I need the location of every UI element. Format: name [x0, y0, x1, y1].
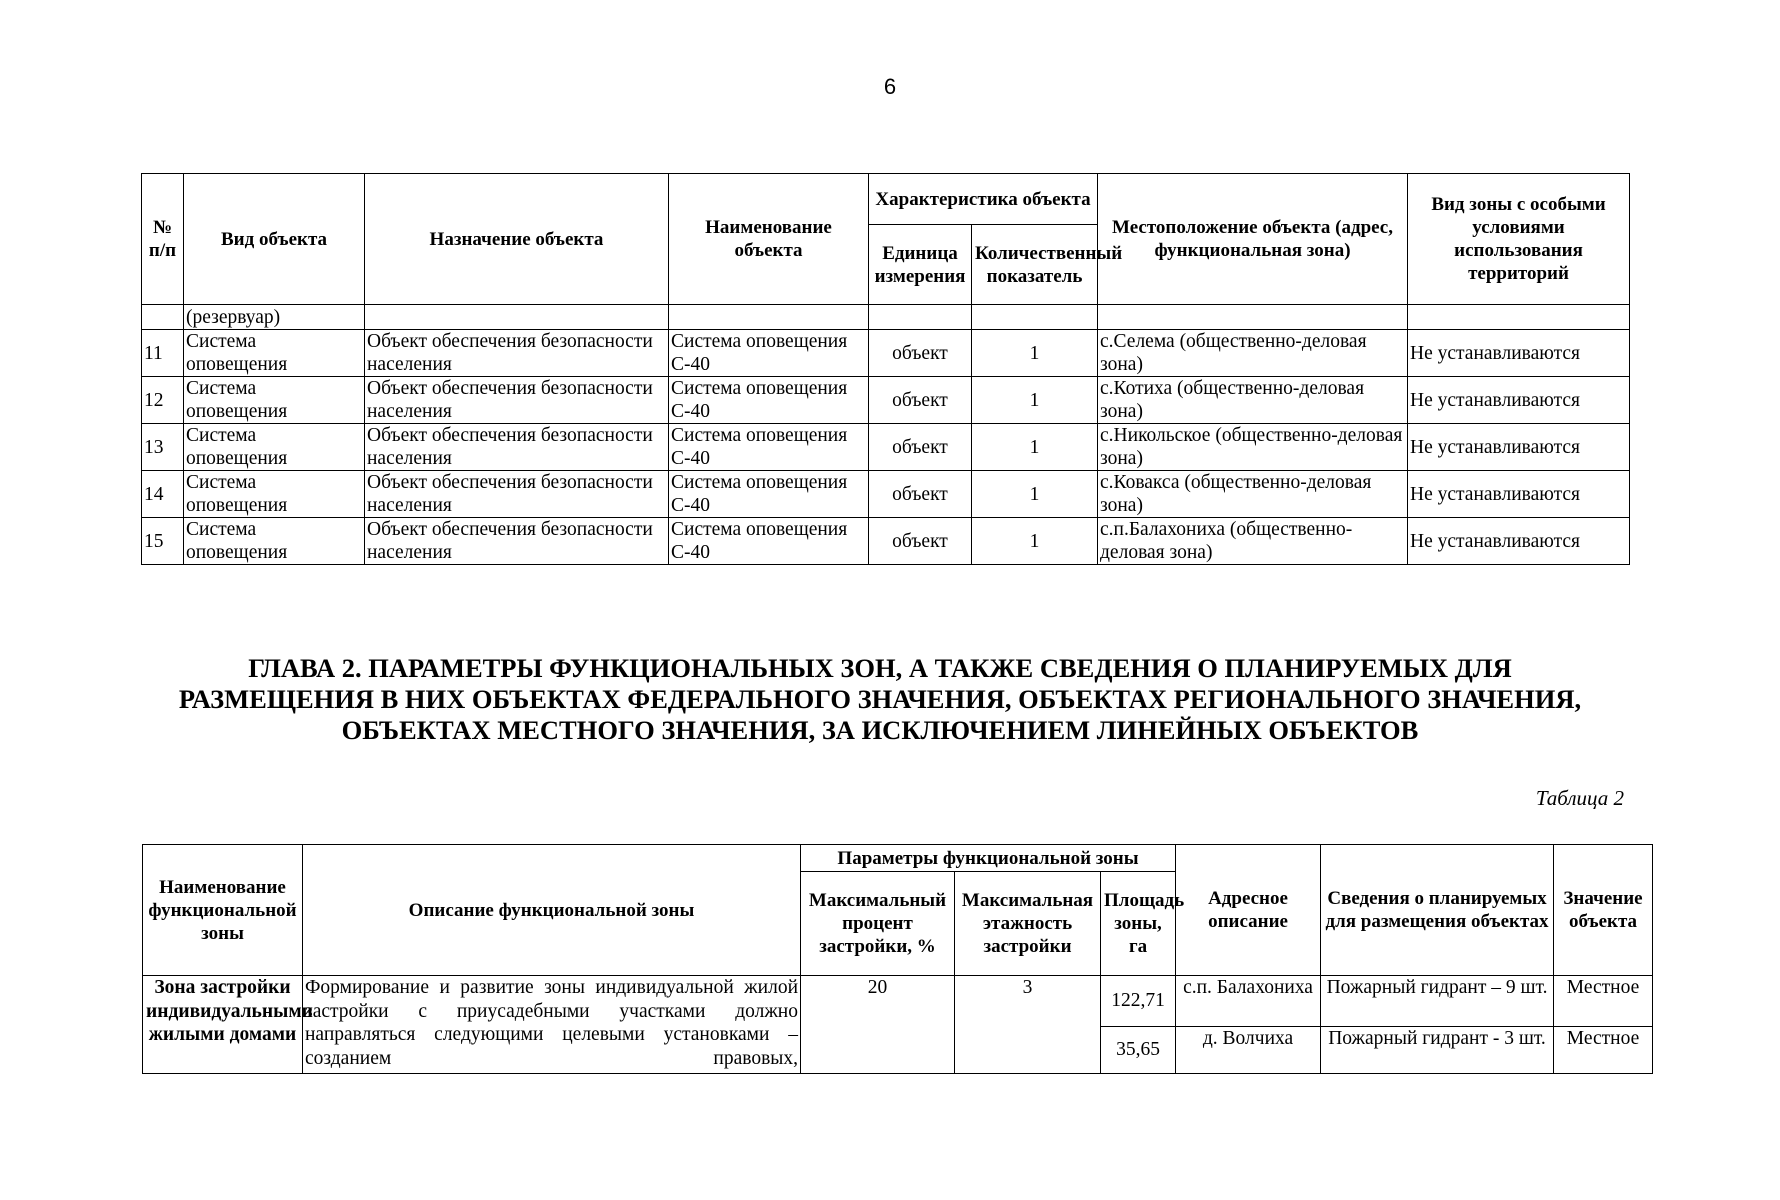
cell-type: Система оповещения — [184, 471, 365, 518]
cell-name: Система оповещения С-40 — [669, 424, 869, 471]
table-row — [142, 305, 1630, 330]
cell-address: с.п. Балахониха — [1176, 976, 1321, 1027]
header-description: Описание функциональной зоны — [303, 845, 801, 976]
header-characteristic: Характеристика объекта — [869, 174, 1098, 225]
cell-description: Формирование и развитие зоны индивидуальной жилой застройки с приусадебными участками должно направляться следующими целевыми установками – созданием правовых, — [303, 976, 801, 1074]
cell-num: 15 — [142, 518, 184, 565]
cell-zone-name: Зона застройки индивидуальными жилыми домами — [143, 976, 303, 1074]
cell-quantity: 1 — [972, 471, 1098, 518]
cell-zone: Не устанавливаются — [1408, 471, 1630, 518]
cell-unit: объект — [869, 330, 972, 377]
cell-location: с.Селема (общественно-деловая зона) — [1098, 330, 1408, 377]
table-caption: Таблица 2 — [1535, 786, 1624, 810]
cell-type: Система оповещения — [184, 518, 365, 565]
header-max-floors: Максимальная этажность застройки — [955, 872, 1101, 976]
cell-significance: Местное — [1554, 976, 1653, 1027]
header-address: Адресное описание — [1176, 845, 1321, 976]
header-num: № п/п — [142, 174, 184, 305]
cell-planned: Пожарный гидрант - 3 шт. — [1321, 1027, 1554, 1074]
header-type: Вид объекта — [184, 174, 365, 305]
zones-table — [142, 844, 1653, 1074]
table-row — [142, 424, 1630, 471]
table-row — [142, 330, 1630, 377]
header-planned: Сведения о планируемых для размещения объектах — [1321, 845, 1554, 976]
cell-address: д. Волчиха — [1176, 1027, 1321, 1074]
cell-purpose: Объект обеспечения безопасности населения — [365, 330, 669, 377]
cell-max-floors: 3 — [955, 976, 1101, 1074]
cell-name: Система оповещения С-40 — [669, 330, 869, 377]
cell-type: Система оповещения — [184, 377, 365, 424]
cell-zone: Не устанавливаются — [1408, 424, 1630, 471]
cell-name: Система оповещения С-40 — [669, 377, 869, 424]
header-params: Параметры функциональной зоны — [801, 845, 1176, 872]
header-purpose: Назначение объекта — [365, 174, 669, 305]
cell-purpose: Объект обеспечения безопасности населения — [365, 424, 669, 471]
cell-location: с.Котиха (общественно-деловая зона) — [1098, 377, 1408, 424]
cell-type: Система оповещения — [184, 424, 365, 471]
table-row — [142, 377, 1630, 424]
cell-significance: Местное — [1554, 1027, 1653, 1074]
cell-name: Система оповещения С-40 — [669, 471, 869, 518]
cell-quantity: 1 — [972, 424, 1098, 471]
chapter-title: ГЛАВА 2. ПАРАМЕТРЫ ФУНКЦИОНАЛЬНЫХ ЗОН, А ТАКЖЕ СВЕДЕНИЯ О ПЛАНИРУЕМЫХ ДЛЯ РАЗМЕЩЕНИЯ В НИХ ОБЪЕКТАХ ФЕДЕРАЛЬНОГО ЗНАЧЕНИЯ, ОБЪЕКТАХ РЕГИОНАЛЬНОГО ЗНАЧЕНИЯ, ОБЪЕКТАХ МЕСТНОГО ЗНАЧЕНИЯ, ЗА ИСКЛЮЧЕНИЕМ ЛИНЕЙНЫХ ОБЪЕКТОВ — [178, 653, 1582, 745]
cell-purpose: Объект обеспечения безопасности населения — [365, 518, 669, 565]
cell-num: 12 — [142, 377, 184, 424]
header-name: Наименование объекта — [669, 174, 869, 305]
cell-location: с.Никольское (общественно-деловая зона) — [1098, 424, 1408, 471]
cell-zone: Не устанавливаются — [1408, 518, 1630, 565]
cell-max-percent: 20 — [801, 976, 955, 1074]
cell-location: с.Ковакса (общественно-деловая зона) — [1098, 471, 1408, 518]
cell-unit: объект — [869, 471, 972, 518]
header-zone-type: Вид зоны с особыми условиями использования территорий — [1408, 174, 1630, 305]
cell-quantity: 1 — [972, 518, 1098, 565]
cell-area: 122,71 — [1101, 976, 1176, 1027]
cell-quantity: 1 — [972, 330, 1098, 377]
cell-zone: Не устанавливаются — [1408, 330, 1630, 377]
cell-purpose: Объект обеспечения безопасности населения — [365, 377, 669, 424]
page-number: 6 — [883, 74, 897, 99]
cell-type: Система оповещения — [184, 330, 365, 377]
cell-quantity: 1 — [972, 377, 1098, 424]
cell-unit: объект — [869, 424, 972, 471]
cell-name: Система оповещения С-40 — [669, 518, 869, 565]
cell-num: 11 — [142, 330, 184, 377]
header-max-percent: Максимальный процент застройки, % — [801, 872, 955, 976]
table-row — [142, 518, 1630, 565]
objects-table — [141, 173, 1630, 565]
header-zone-name: Наименование функциональной зоны — [143, 845, 303, 976]
header-quantity: Количественный показатель — [972, 225, 1098, 305]
cell-location: с.п.Балахониха (общественно-деловая зона) — [1098, 518, 1408, 565]
header-location: Местоположение объекта (адрес, функциональная зона) — [1098, 174, 1408, 305]
cell-unit: объект — [869, 518, 972, 565]
cell-purpose: Объект обеспечения безопасности населения — [365, 471, 669, 518]
continuation-text: (резервуар) — [184, 305, 365, 330]
header-significance: Значение объекта — [1554, 845, 1653, 976]
cell-num: 13 — [142, 424, 184, 471]
table-row — [142, 471, 1630, 518]
header-area: Площадь зоны, га — [1101, 872, 1176, 976]
cell-zone: Не устанавливаются — [1408, 377, 1630, 424]
cell-num: 14 — [142, 471, 184, 518]
cell-unit: объект — [869, 377, 972, 424]
table-row — [143, 976, 1653, 1027]
cell-planned: Пожарный гидрант – 9 шт. — [1321, 976, 1554, 1027]
cell-area: 35,65 — [1101, 1027, 1176, 1074]
header-unit: Единица измерения — [869, 225, 972, 305]
